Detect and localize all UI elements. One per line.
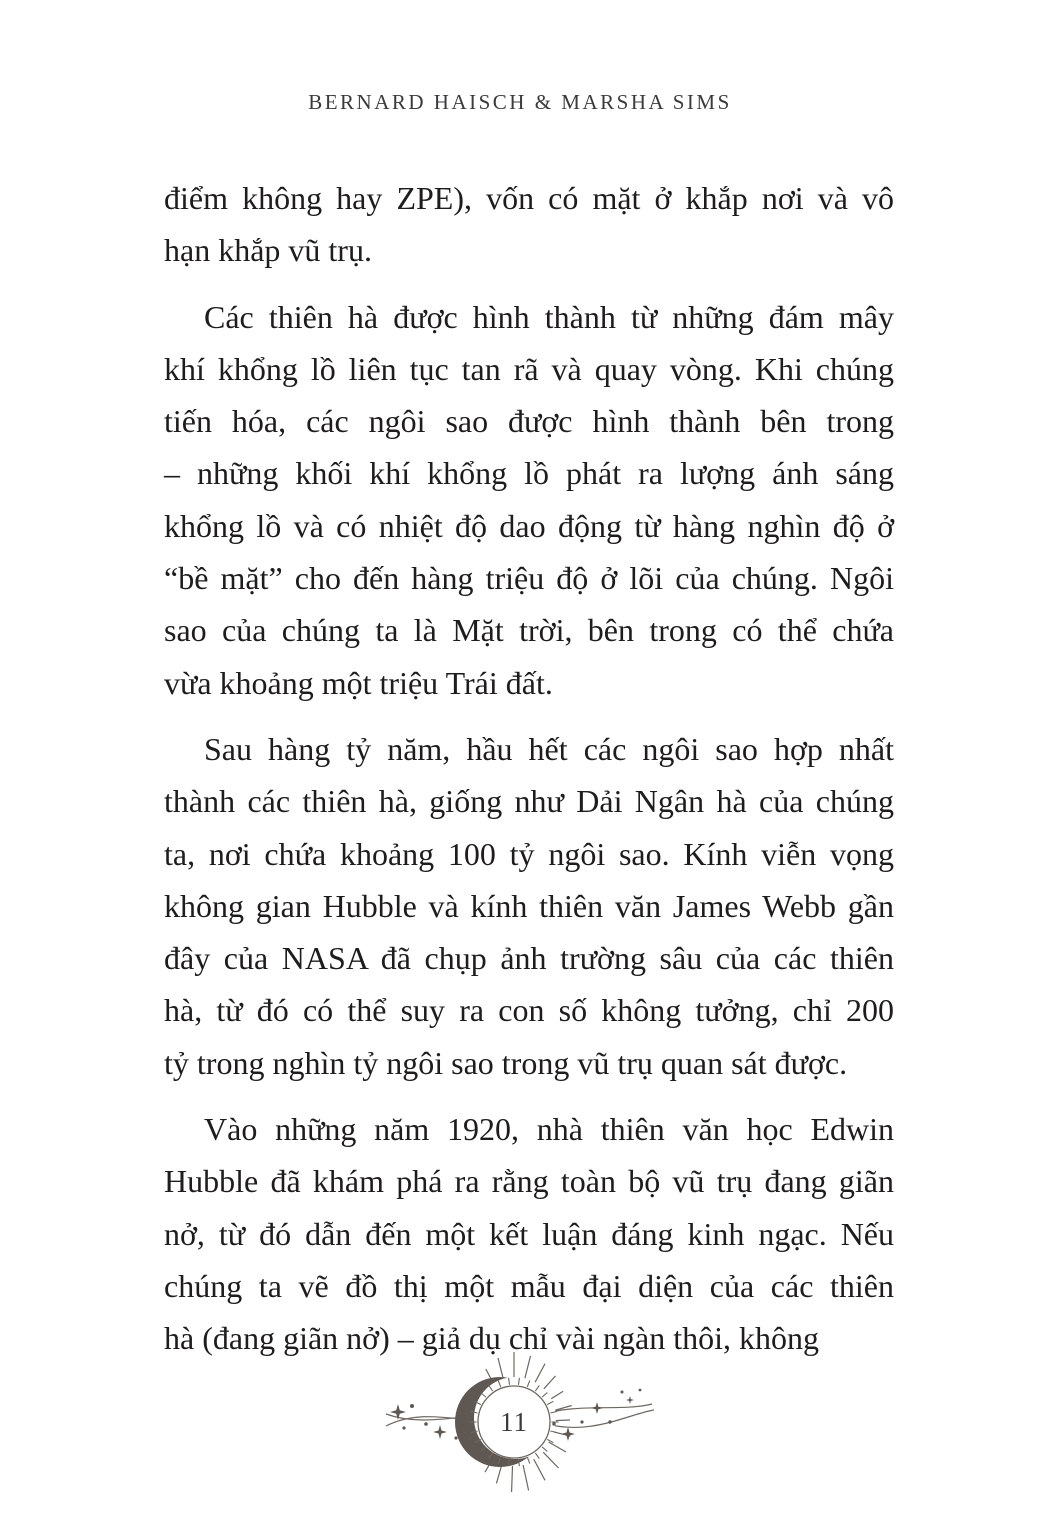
text-line: đây của NASA đã chụp ảnh trường sâu của các thiên [164, 940, 894, 977]
paragraph [164, 172, 894, 277]
text-line: khí khổng lồ liên tục tan rã và quay vòng. Khi chúng [164, 350, 894, 387]
text-line: không gian Hubble và kính thiên văn James Webb gần [164, 887, 894, 924]
star-dot [552, 1422, 555, 1425]
text-line: thành các thiên hà, giống như Dải Ngân hà của chúng [164, 783, 894, 820]
text-line: hạn khắp vũ trụ. [164, 232, 372, 269]
text-line: điểm không hay ZPE), vốn có mặt ở khắp nơi và vô [164, 180, 894, 216]
star-icon [561, 1427, 575, 1441]
text-line: nở, từ đó dẫn đến một kết luận đáng kinh ngạc. Nếu [164, 1215, 894, 1252]
text-line: Sau hàng tỷ năm, hầu hết các ngôi sao hợp nhất [204, 730, 894, 767]
star-dot [621, 1391, 624, 1394]
star-dot [410, 1404, 414, 1408]
text-line: hà (đang giãn nở) – giả dụ chỉ vài ngàn thôi, không [164, 1320, 819, 1357]
text-line: – những khối khí khổng lồ phát ra lượng ánh sáng [164, 455, 894, 492]
star-dot [424, 1422, 428, 1426]
star-icon [591, 1402, 603, 1414]
text-line: sao của chúng ta là Mặt trời, bên trong có thể chứa [164, 612, 894, 649]
text-line: tỷ trong nghìn tỷ ngôi sao trong vũ trụ quan sát được. [164, 1044, 848, 1081]
text-line: Các thiên hà được hình thành từ những đám mây [204, 298, 894, 335]
star-icon [390, 1404, 406, 1420]
star-dot [639, 1389, 642, 1392]
text-line: vừa khoảng một triệu Trái đất. [164, 664, 553, 701]
paragraph [164, 723, 894, 1089]
body-text [164, 172, 894, 1379]
footer-ornament [378, 1352, 662, 1492]
paragraph [164, 1103, 894, 1364]
star-icon [433, 1425, 447, 1439]
paragraph [164, 291, 894, 709]
star-dot [580, 1420, 583, 1423]
text-line: “bề mặt” cho đến hàng triệu độ ở lõi của chúng. Ngôi [164, 560, 894, 597]
text-line: Vào những năm 1920, nhà thiên văn học Edwin [204, 1111, 894, 1148]
text-line: ta, nơi chứa khoảng 100 tỷ ngôi sao. Kính viễn vọng [164, 835, 894, 872]
text-line: Hubble đã khám phá ra rằng toàn bộ vũ trụ đang giãn [164, 1163, 894, 1200]
star-dot [402, 1426, 405, 1429]
text-line: khổng lồ và có nhiệt độ dao động từ hàng nghìn độ ở [164, 507, 894, 544]
star-dot [608, 1420, 611, 1423]
page-number: 11 [500, 1407, 528, 1437]
star-dot [454, 1436, 457, 1439]
text-line: chúng ta vẽ đồ thị một mẫu đại diện của các thiên [164, 1267, 894, 1304]
text-line: tiến hóa, các ngôi sao được hình thành bên trong [164, 403, 894, 440]
running-header: BERNARD HAISCH & MARSHA SIMS [308, 90, 732, 114]
star-icon [626, 1396, 634, 1404]
text-line: hà, từ đó có thể suy ra con số không tưởng, chỉ 200 [164, 992, 894, 1029]
